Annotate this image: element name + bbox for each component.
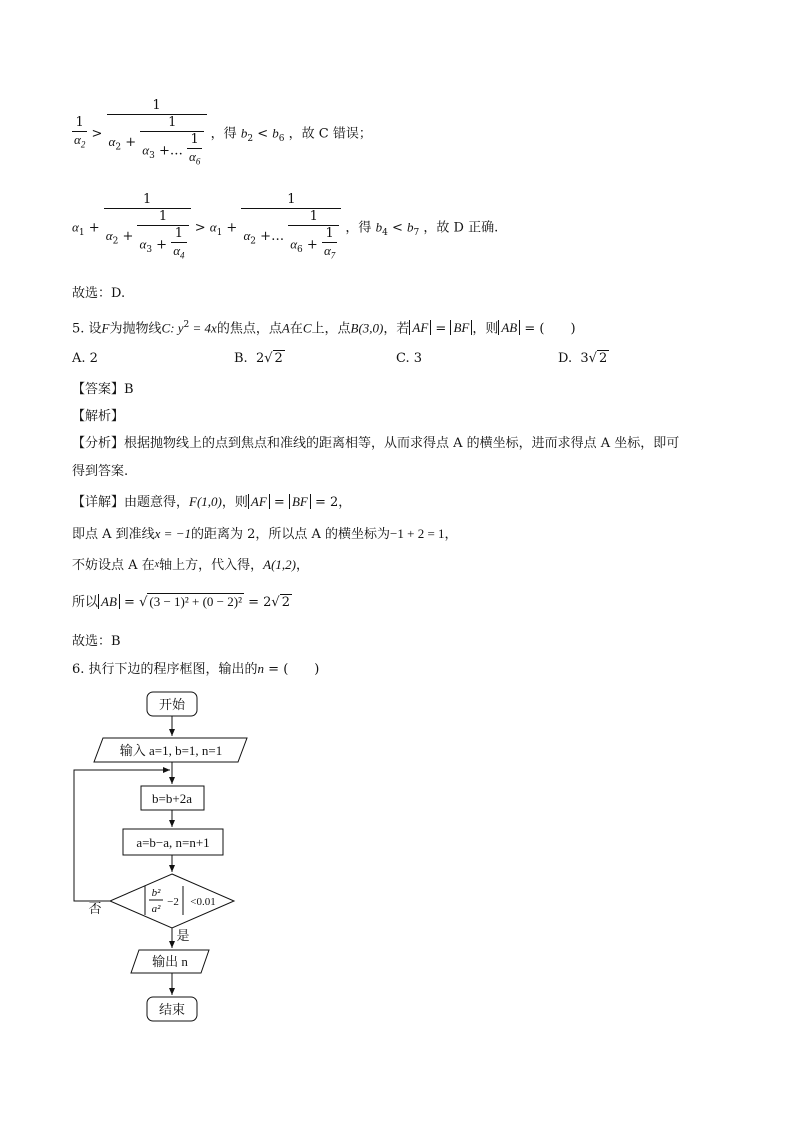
input-label: 输入 a=1, b=1, n=1 (119, 743, 223, 758)
process-step-1-label: b=b+2a (152, 791, 192, 806)
condition-tail: <0.01 (190, 896, 216, 908)
output-label: 输出 n (152, 954, 188, 969)
analysis-text-2: 得到答案. (72, 464, 129, 479)
conclusion-c-wrong: ，故 C 错误； (288, 126, 372, 142)
detail-line-1: 【详解】由题意得，F(1,0)，则 AF = BF = 2， (72, 494, 352, 510)
greater-sign: > (91, 126, 103, 142)
option-a: A. 2 (72, 351, 98, 366)
detail-line-4: 所以 AB = √ (3 − 1)² + (0 − 2)² = 2√ 2 (72, 594, 290, 610)
choose-b: 故选：B (72, 634, 121, 649)
analysis-text-1: 【分析】根据抛物线上的点到焦点和准线的距离相等，从而求得点 A 的横坐标，进而求得点 A 坐标，即可 (72, 436, 680, 451)
detail-line-3: 不妨设点 A 在$^x$轴上方，代入得，A(1,2)， (72, 557, 309, 573)
lhs-numerator: 1 (75, 115, 84, 130)
inequality-line-2: $\alpha_1$ + 1 $\alpha_2$ + 1 $\alpha_3$ + $\frac{1}{\alpha_4}$ > $\alpha_1$ + 1 $\alpha_2$ +… 1 $\alpha_6$ + $\frac{1}{\alpha_7}$ ，得 $b_4 < b_7$ ，故 D 正确. (72, 192, 498, 264)
right-continued-fraction: 1 $\alpha_2$ +… 1 $\alpha_6$ + $\frac{1}{\alpha_7}$ (241, 192, 341, 264)
analysis-heading: 【解析】 (72, 409, 125, 424)
no-label: 否 (88, 901, 102, 916)
question-6: 6. 执行下边的程序框图，输出的n = ( ) (72, 661, 320, 677)
detail-line-2: 即点 A 到准线x = −1的距离为 2，所以点 A 的横坐标为−1 + 2 = 1， (72, 526, 458, 542)
option-c: C. 3 (396, 351, 423, 366)
question-5: 5. 设F为抛物线C: $y^2 = 4x$的焦点，点A在C上，点B(3,0)，若 AF = BF ，则 AB = ( ) (72, 320, 576, 337)
lhs-denominator: $\alpha_2$ (72, 131, 87, 153)
start-label: 开始 (158, 697, 186, 712)
condition-denominator: a² (151, 903, 161, 915)
condition-rest: −2 (167, 896, 179, 908)
yes-label: 是 (176, 928, 190, 943)
choose-d: 故选：D. (72, 286, 126, 301)
answer-line: 【答案】B (72, 382, 134, 397)
rhs-continued-fraction: 1 $\alpha_2$ + 1 $\alpha_3$ +… $\frac{1}{\alpha_6}$ (107, 98, 207, 170)
left-continued-fraction: 1 $\alpha_2$ + 1 $\alpha_3$ + $\frac{1}{\alpha_4}$ (104, 192, 191, 264)
inequality-line-1: $\frac{1}{\alpha_2}$ > 1 $\alpha_2$ + 1 $\alpha_3$ +… $\frac{1}{\alpha_6}$ ，得 $b_2 < b_6$ ，故 C 错误； (72, 98, 372, 170)
conclusion-d-correct: ，故 D 正确. (423, 220, 499, 236)
condition-numerator: b² (151, 887, 161, 899)
option-d: D. 3√ 2 (558, 351, 608, 366)
end-label: 结束 (158, 1002, 186, 1017)
process-step-2-label: a=b−a, n=n+1 (136, 835, 210, 850)
option-b: B. 2√ 2 (234, 351, 283, 366)
